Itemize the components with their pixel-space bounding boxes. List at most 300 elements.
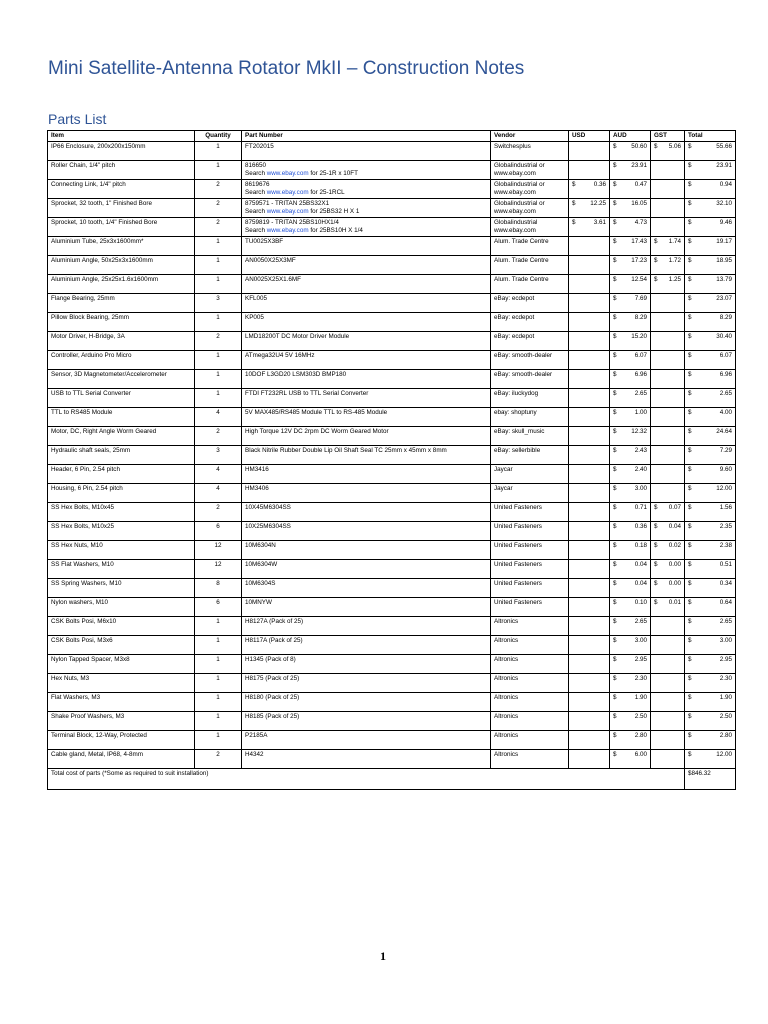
cell-vendor xyxy=(491,636,569,655)
currency-symbol: $ xyxy=(613,409,617,416)
amount: 23.91 xyxy=(631,162,647,169)
currency-symbol: $ xyxy=(613,694,617,701)
amount: 13.79 xyxy=(716,276,732,283)
cell-part-number xyxy=(242,332,491,351)
cell-gst xyxy=(651,693,685,712)
cell-item: Roller Chain, 1/4" pitch xyxy=(48,161,195,180)
search-prefix: Search xyxy=(245,227,267,234)
amount: 12.25 xyxy=(590,200,606,207)
cell-quantity: 4 xyxy=(195,484,242,503)
cell-vendor xyxy=(491,180,569,199)
amount: 2.35 xyxy=(719,523,732,530)
cell-gst xyxy=(651,712,685,731)
cell-total xyxy=(685,256,736,275)
currency-symbol: $ xyxy=(688,143,692,150)
cell-total xyxy=(685,674,736,693)
amount: 0.71 xyxy=(634,504,647,511)
cell-total xyxy=(685,503,736,522)
search-link[interactable]: www.ebay.com xyxy=(266,189,309,196)
vendor-name: Altronics xyxy=(494,732,519,739)
currency-symbol: $ xyxy=(613,295,617,302)
cell-usd xyxy=(569,256,610,275)
cell-aud xyxy=(610,218,651,237)
currency-symbol: $ xyxy=(688,694,692,701)
table-row xyxy=(48,712,736,731)
cell-item: Header, 6 Pin, 2.54 pitch xyxy=(48,465,195,484)
cell-aud xyxy=(610,484,651,503)
header-gst: GST xyxy=(651,131,685,142)
table-row xyxy=(48,750,736,769)
vendor-name: Globalindustrial or xyxy=(494,162,545,169)
cell-aud xyxy=(610,294,651,313)
cell-quantity: 1 xyxy=(195,617,242,636)
cell-vendor xyxy=(491,389,569,408)
cell-total xyxy=(685,560,736,579)
currency-symbol: $ xyxy=(654,143,658,150)
cell-gst xyxy=(651,427,685,446)
part-number-text: 10MNYW xyxy=(245,599,272,606)
cell-aud xyxy=(610,275,651,294)
amount: 1.72 xyxy=(668,257,681,264)
cell-item: Motor, DC, Right Angle Worm Geared xyxy=(48,427,195,446)
amount: 8.29 xyxy=(634,314,647,321)
currency-symbol: $ xyxy=(688,618,692,625)
currency-symbol: $ xyxy=(688,390,692,397)
currency-symbol: $ xyxy=(654,504,658,511)
table-row xyxy=(48,370,736,389)
cell-quantity: 2 xyxy=(195,750,242,769)
cell-usd xyxy=(569,541,610,560)
cell-item: Terminal Block, 12-Way, Protected xyxy=(48,731,195,750)
vendor-url: www.ebay.com xyxy=(494,227,536,234)
part-number-text: H8185 (Pack of 25) xyxy=(245,713,300,720)
currency-symbol: $ xyxy=(688,485,692,492)
cell-quantity: 1 xyxy=(195,351,242,370)
cell-aud xyxy=(610,161,651,180)
cell-aud xyxy=(610,237,651,256)
table-row xyxy=(48,294,736,313)
cell-aud xyxy=(610,332,651,351)
cell-item: Nylon washers, M10 xyxy=(48,598,195,617)
part-number-text: ATmega32U4 5V 16MHz xyxy=(245,352,315,359)
amount: 12.54 xyxy=(631,276,647,283)
cell-item: TTL to RS485 Module xyxy=(48,408,195,427)
cell-vendor xyxy=(491,275,569,294)
currency-symbol: $ xyxy=(613,618,617,625)
cell-total xyxy=(685,598,736,617)
cell-usd xyxy=(569,503,610,522)
part-number-text: H4342 xyxy=(245,751,264,758)
table-row xyxy=(48,465,736,484)
part-number-text: 10M6304W xyxy=(245,561,278,568)
cell-item: Sensor, 3D Magnetometer/Accelerometer xyxy=(48,370,195,389)
cell-part-number xyxy=(242,484,491,503)
cell-item: Pillow Block Bearing, 25mm xyxy=(48,313,195,332)
vendor-name: ebay: shoptuny xyxy=(494,409,537,416)
amount: 1.00 xyxy=(634,409,647,416)
amount: 12.32 xyxy=(631,428,647,435)
cell-gst xyxy=(651,446,685,465)
amount: 3.00 xyxy=(719,637,732,644)
cell-item: CSK Bolts Posi, M6x10 xyxy=(48,617,195,636)
cell-vendor xyxy=(491,370,569,389)
part-number-text: AN0025X25X1.6MF xyxy=(245,276,302,283)
amount: 0.36 xyxy=(634,523,647,530)
cell-vendor xyxy=(491,503,569,522)
currency-symbol: $ xyxy=(688,333,692,340)
search-link[interactable]: www.ebay.com xyxy=(266,208,309,215)
vendor-name: Altronics xyxy=(494,618,519,625)
cell-part-number xyxy=(242,218,491,237)
cell-vendor xyxy=(491,161,569,180)
search-suffix: for 25-1RCL xyxy=(308,189,345,196)
cell-item: Sprocket, 32 tooth, 1" Finished Bore xyxy=(48,199,195,218)
cell-gst xyxy=(651,465,685,484)
cell-aud xyxy=(610,389,651,408)
amount: 30.40 xyxy=(716,333,732,340)
cell-usd xyxy=(569,199,610,218)
amount: 2.65 xyxy=(719,390,732,397)
cell-quantity: 1 xyxy=(195,161,242,180)
cell-usd xyxy=(569,427,610,446)
amount: 1.56 xyxy=(719,504,732,511)
part-number-text: H8127A (Pack of 25) xyxy=(245,618,304,625)
document-title: Mini Satellite-Antenna Rotator MkII – Construction Notes xyxy=(48,58,525,79)
cell-part-number xyxy=(242,579,491,598)
table-row xyxy=(48,256,736,275)
amount: 2.50 xyxy=(634,713,647,720)
currency-symbol: $ xyxy=(613,637,617,644)
currency-symbol: $ xyxy=(688,447,692,454)
cell-quantity: 1 xyxy=(195,313,242,332)
cell-part-number xyxy=(242,712,491,731)
cell-aud xyxy=(610,370,651,389)
currency-symbol: $ xyxy=(654,599,658,606)
search-prefix: Search xyxy=(245,170,267,177)
currency-symbol: $ xyxy=(688,352,692,359)
cell-part-number xyxy=(242,598,491,617)
vendor-url: www.ebay.com xyxy=(494,170,536,177)
amount: 7.29 xyxy=(719,447,732,454)
currency-symbol: $ xyxy=(613,333,617,340)
amount: 3.61 xyxy=(593,219,606,226)
cell-part-number xyxy=(242,256,491,275)
cell-gst xyxy=(651,408,685,427)
search-link[interactable]: www.ebay.com xyxy=(266,170,309,177)
cell-usd xyxy=(569,712,610,731)
cell-usd xyxy=(569,465,610,484)
amount: 7.69 xyxy=(634,295,647,302)
vendor-name: eBay: ecdepot xyxy=(494,295,535,302)
amount: 6.00 xyxy=(634,751,647,758)
table-row xyxy=(48,617,736,636)
cell-vendor xyxy=(491,142,569,161)
amount: 55.66 xyxy=(716,143,732,150)
cell-total xyxy=(685,522,736,541)
currency-symbol: $ xyxy=(688,200,692,207)
currency-symbol: $ xyxy=(613,675,617,682)
cell-part-number xyxy=(242,750,491,769)
cell-total xyxy=(685,332,736,351)
cell-part-number xyxy=(242,351,491,370)
cell-vendor xyxy=(491,313,569,332)
vendor-name: eBay: ecdepot xyxy=(494,314,535,321)
currency-symbol: $ xyxy=(613,542,617,549)
currency-symbol: $ xyxy=(654,276,658,283)
cell-gst xyxy=(651,503,685,522)
part-number-text: HM3416 xyxy=(245,466,269,473)
cell-gst xyxy=(651,351,685,370)
cell-part-number xyxy=(242,674,491,693)
search-link[interactable]: www.ebay.com xyxy=(266,227,309,234)
amount: 2.30 xyxy=(634,675,647,682)
cell-aud xyxy=(610,180,651,199)
cell-part-number xyxy=(242,180,491,199)
vendor-name: Altronics xyxy=(494,713,519,720)
search-prefix: Search xyxy=(245,208,267,215)
cell-part-number xyxy=(242,313,491,332)
currency-symbol: $ xyxy=(688,466,692,473)
cell-item: Housing, 6 Pin, 2.54 pitch xyxy=(48,484,195,503)
cell-part-number xyxy=(242,465,491,484)
part-number-text: HM3406 xyxy=(245,485,269,492)
amount: 23.91 xyxy=(716,162,732,169)
table-row xyxy=(48,446,736,465)
table-row xyxy=(48,218,736,237)
cell-item: Aluminium Angle, 25x25x1.6x1600mm xyxy=(48,275,195,294)
amount: 0.18 xyxy=(634,542,647,549)
cell-gst xyxy=(651,332,685,351)
cell-part-number xyxy=(242,294,491,313)
cell-usd xyxy=(569,180,610,199)
currency-symbol: $ xyxy=(572,219,576,226)
part-number-text: High Torque 12V DC 2rpm DC Worm Geared Motor xyxy=(245,428,389,435)
currency-symbol: $ xyxy=(613,751,617,758)
part-number-text: 816650 xyxy=(245,162,267,169)
cell-item: Hex Nuts, M3 xyxy=(48,674,195,693)
cell-gst xyxy=(651,180,685,199)
currency-symbol: $ xyxy=(688,523,692,530)
currency-symbol: $ xyxy=(654,561,658,568)
part-number-text: P2185A xyxy=(245,732,268,739)
cell-item: SS Spring Washers, M10 xyxy=(48,579,195,598)
currency-symbol: $ xyxy=(572,200,576,207)
table-row xyxy=(48,237,736,256)
cell-item: Aluminium Tube, 25x3x1600mm* xyxy=(48,237,195,256)
amount: 0.36 xyxy=(593,181,606,188)
vendor-name: United Fasteners xyxy=(494,504,542,511)
part-number-text: LMD18200T DC Motor Driver Module xyxy=(245,333,350,340)
amount: 0.04 xyxy=(668,523,681,530)
amount: 0.47 xyxy=(634,181,647,188)
currency-symbol: $ xyxy=(688,295,692,302)
table-row xyxy=(48,389,736,408)
table-row xyxy=(48,636,736,655)
table-row xyxy=(48,598,736,617)
vendor-name: Altronics xyxy=(494,656,519,663)
currency-symbol: $ xyxy=(613,561,617,568)
cell-vendor xyxy=(491,693,569,712)
part-number-text: KFL005 xyxy=(245,295,268,302)
currency-symbol: $ xyxy=(613,447,617,454)
cell-aud xyxy=(610,541,651,560)
cell-usd xyxy=(569,351,610,370)
cell-item: CSK Bolts Posi, M3x6 xyxy=(48,636,195,655)
amount: 1.25 xyxy=(668,276,681,283)
amount: 4.00 xyxy=(719,409,732,416)
currency-symbol: $ xyxy=(654,542,658,549)
cell-quantity: 2 xyxy=(195,427,242,446)
table-row xyxy=(48,503,736,522)
currency-symbol: $ xyxy=(613,580,617,587)
cell-usd xyxy=(569,370,610,389)
currency-symbol: $ xyxy=(613,238,617,245)
cell-aud xyxy=(610,712,651,731)
cell-vendor xyxy=(491,199,569,218)
currency-symbol: $ xyxy=(654,523,658,530)
header-usd: USD xyxy=(569,131,610,142)
currency-symbol: $ xyxy=(688,276,692,283)
cell-usd xyxy=(569,617,610,636)
table-row xyxy=(48,693,736,712)
cell-usd xyxy=(569,332,610,351)
cell-usd xyxy=(569,522,610,541)
amount: 6.07 xyxy=(634,352,647,359)
amount: 12.00 xyxy=(716,485,732,492)
cell-item: Nylon Tapped Spacer, M3x8 xyxy=(48,655,195,674)
cell-usd xyxy=(569,294,610,313)
cell-item: SS Hex Nuts, M10 xyxy=(48,541,195,560)
amount: 4.73 xyxy=(634,219,647,226)
table-row xyxy=(48,142,736,161)
cell-item: SS Hex Bolts, M10x45 xyxy=(48,503,195,522)
cell-gst xyxy=(651,256,685,275)
currency-symbol: $ xyxy=(572,181,576,188)
currency-symbol: $ xyxy=(613,428,617,435)
cell-aud xyxy=(610,256,651,275)
currency-symbol: $ xyxy=(613,390,617,397)
amount: 15.20 xyxy=(631,333,647,340)
cell-aud xyxy=(610,503,651,522)
cell-quantity: 2 xyxy=(195,180,242,199)
cell-total xyxy=(685,237,736,256)
cell-quantity: 1 xyxy=(195,256,242,275)
cell-total xyxy=(685,731,736,750)
search-suffix: for 25-1R x 10FT xyxy=(308,170,358,177)
currency-symbol: $ xyxy=(688,713,692,720)
currency-symbol: $ xyxy=(613,276,617,283)
part-number-text: 8759819 - TRITAN 25BS10HX1/4 xyxy=(245,219,339,226)
cell-vendor xyxy=(491,465,569,484)
cell-part-number xyxy=(242,636,491,655)
header-quantity: Quantity xyxy=(195,131,242,142)
cell-vendor xyxy=(491,294,569,313)
cell-usd xyxy=(569,408,610,427)
table-row xyxy=(48,351,736,370)
search-suffix: for 25BS10H X 1/4 xyxy=(308,227,363,234)
amount: 2.40 xyxy=(634,466,647,473)
currency-symbol: $ xyxy=(613,181,617,188)
cell-quantity: 1 xyxy=(195,142,242,161)
currency-symbol: $ xyxy=(613,466,617,473)
amount: 24.64 xyxy=(716,428,732,435)
header-vendor: Vendor xyxy=(491,131,569,142)
cell-total xyxy=(685,389,736,408)
cell-vendor xyxy=(491,408,569,427)
cell-gst xyxy=(651,731,685,750)
part-number-text: H8180 (Pack of 25) xyxy=(245,694,300,701)
vendor-name: United Fasteners xyxy=(494,561,542,568)
amount: 6.96 xyxy=(634,371,647,378)
vendor-url: www.ebay.com xyxy=(494,189,536,196)
vendor-name: Altronics xyxy=(494,694,519,701)
cell-quantity: 1 xyxy=(195,275,242,294)
currency-symbol: $ xyxy=(688,561,692,568)
amount: 6.07 xyxy=(719,352,732,359)
cell-total xyxy=(685,218,736,237)
cell-quantity: 3 xyxy=(195,446,242,465)
currency-symbol: $ xyxy=(613,732,617,739)
amount: 0.64 xyxy=(719,599,732,606)
cell-total xyxy=(685,313,736,332)
amount: 1.90 xyxy=(719,694,732,701)
cell-gst xyxy=(651,674,685,693)
cell-quantity: 2 xyxy=(195,332,242,351)
parts-table xyxy=(47,130,736,790)
cell-aud xyxy=(610,617,651,636)
amount: 0.01 xyxy=(668,599,681,606)
vendor-name: Globalindustrial xyxy=(494,219,538,226)
part-number-text: 10M6304S xyxy=(245,580,276,587)
amount: 18.95 xyxy=(716,257,732,264)
cell-vendor xyxy=(491,712,569,731)
amount: 0.10 xyxy=(634,599,647,606)
cell-gst xyxy=(651,389,685,408)
currency-symbol: $ xyxy=(613,200,617,207)
cell-total xyxy=(685,655,736,674)
part-number-text: 10M6304N xyxy=(245,542,276,549)
currency-symbol: $ xyxy=(613,314,617,321)
vendor-name: Jaycar xyxy=(494,485,513,492)
currency-symbol: $ xyxy=(613,352,617,359)
cell-usd xyxy=(569,218,610,237)
cell-part-number xyxy=(242,446,491,465)
vendor-name: eBay: smooth-dealer xyxy=(494,371,553,378)
amount: 19.17 xyxy=(716,238,732,245)
currency-symbol: $ xyxy=(613,504,617,511)
total-label: Total cost of parts (*Some as required to suit installation) xyxy=(48,769,685,790)
cell-part-number xyxy=(242,370,491,389)
cell-gst xyxy=(651,598,685,617)
currency-symbol: $ xyxy=(688,409,692,416)
header-aud: AUD xyxy=(610,131,651,142)
currency-symbol: $ xyxy=(688,637,692,644)
cell-gst xyxy=(651,541,685,560)
part-number-text: TU0025X3BF xyxy=(245,238,284,245)
cell-total xyxy=(685,275,736,294)
cell-aud xyxy=(610,142,651,161)
vendor-name: eBay: iluckydog xyxy=(494,390,539,397)
cell-part-number xyxy=(242,655,491,674)
cell-gst xyxy=(651,655,685,674)
cell-aud xyxy=(610,351,651,370)
cell-aud xyxy=(610,636,651,655)
cell-item: Controller, Arduino Pro Micro xyxy=(48,351,195,370)
currency-symbol: $ xyxy=(688,238,692,245)
cell-usd xyxy=(569,598,610,617)
cell-total xyxy=(685,712,736,731)
vendor-name: Alum. Trade Centre xyxy=(494,276,549,283)
